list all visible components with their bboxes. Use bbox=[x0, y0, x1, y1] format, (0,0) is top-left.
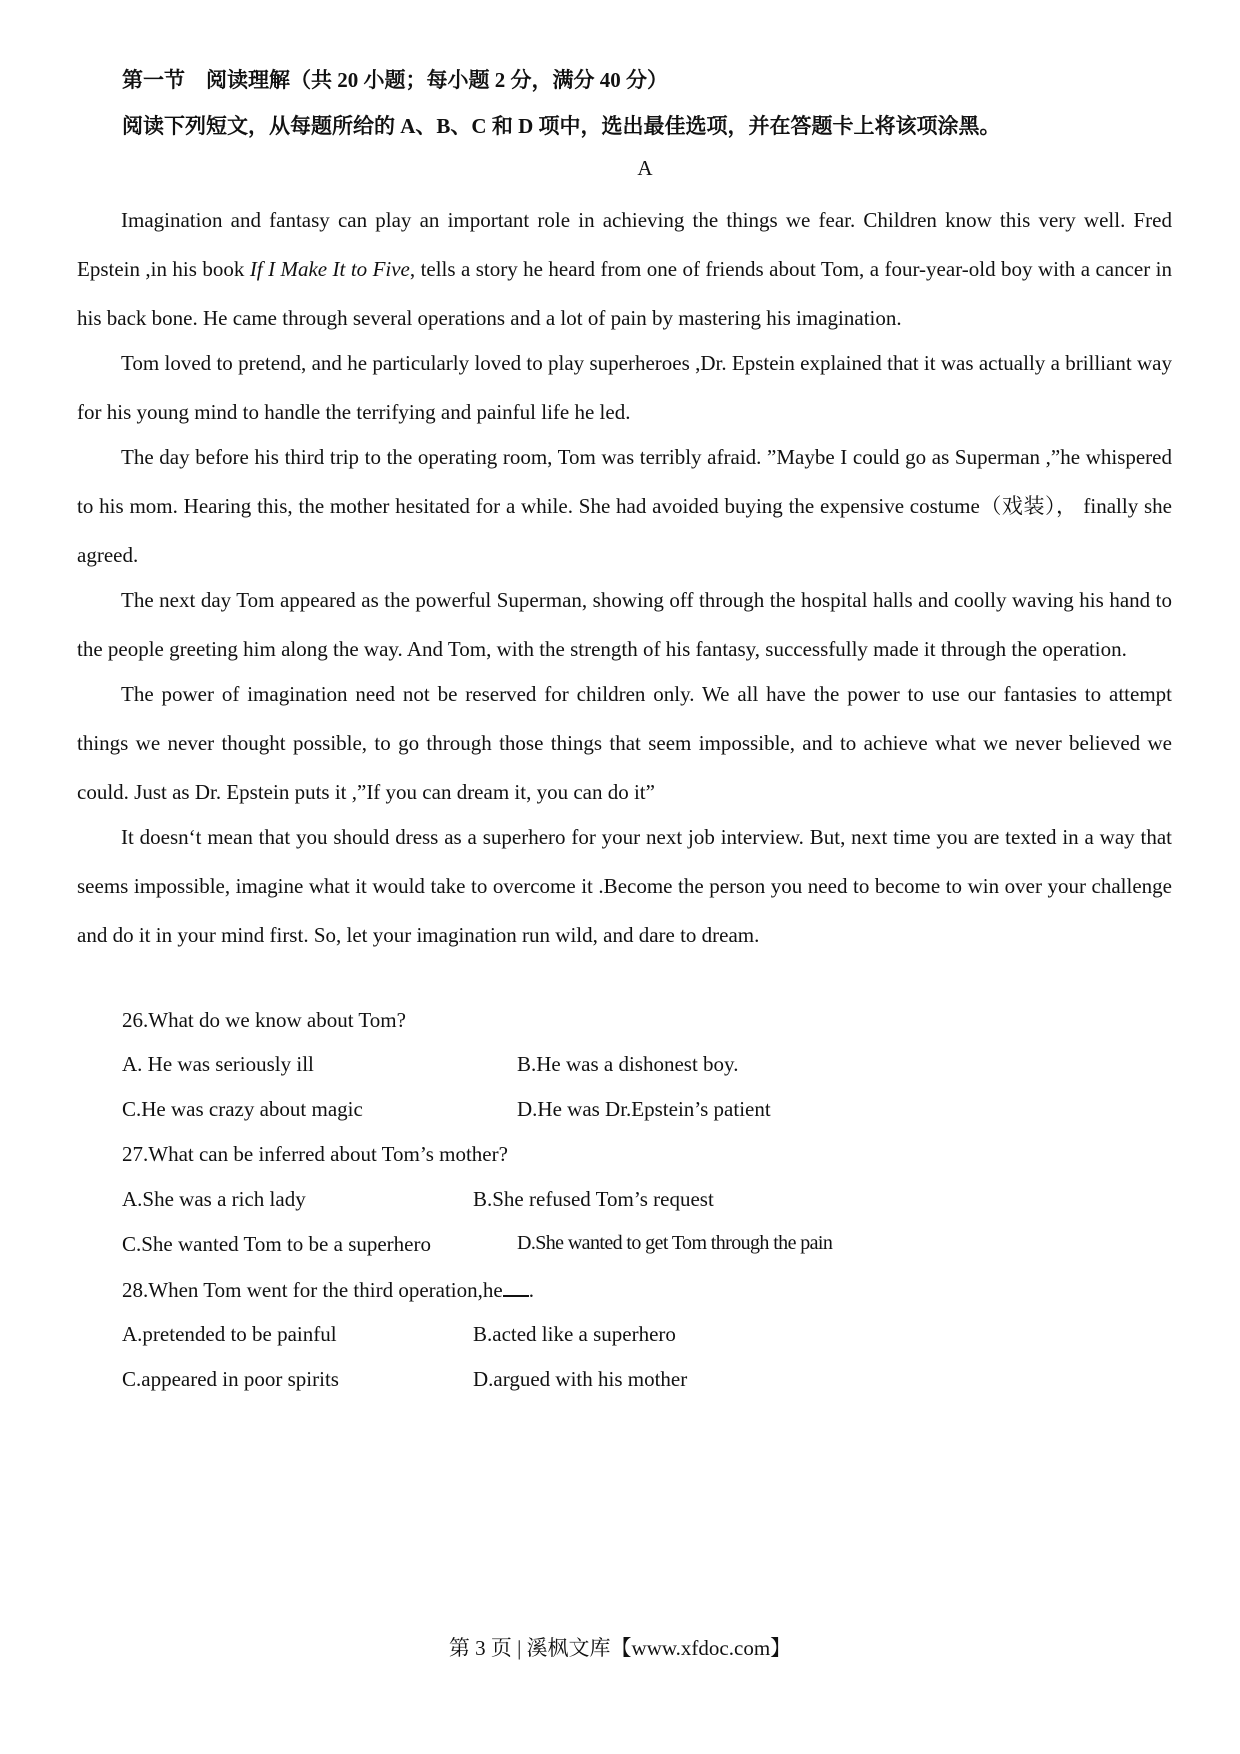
question-27-option-b: B.She refused Tom’s request bbox=[473, 1187, 714, 1211]
question-26-option-b: B.He was a dishonest boy. bbox=[517, 1052, 739, 1076]
section-instruction: 阅读下列短文，从每题所给的 A、B、C 和 D 项中，选出最佳选项，并在答题卡上将该项涂黑。 bbox=[122, 114, 1001, 138]
question-27-option-d: D.She wanted to get Tom through the pain bbox=[517, 1232, 833, 1254]
paragraph-6: It doesn‘t mean that you should dress as a superhero for your next job interview. But, next time you are texted in a way that seems impossible, imagine what it would take to overcome it .Become the person you need to become to win over your challenge and do it in your mind first. So, let your imagination run wild, and dare to dream. bbox=[77, 825, 1172, 947]
book-title: If I Make It to Five bbox=[249, 257, 410, 281]
question-28-stem bbox=[122, 1277, 534, 1303]
question-26-option-d: D.He was Dr.Epstein’s patient bbox=[517, 1097, 771, 1121]
question-27-option-c: C.She wanted Tom to be a superhero bbox=[122, 1232, 431, 1256]
section-title: 第一节 阅读理解（共 20 小题；每小题 2 分，满分 40 分） bbox=[122, 68, 668, 92]
page-footer: 第 3 页 | 溪枫文库【www.xfdoc.com】 bbox=[448, 1636, 792, 1660]
paragraph-1-text-start: Imagination and fantasy can play an important role in achieving the things we fear. Children know this very well. Fred Epstein ,in his book bbox=[77, 208, 1172, 281]
paragraph-1 bbox=[77, 196, 1172, 343]
question-28-stem-text: 28.When Tom went for the third operation,he bbox=[122, 1278, 503, 1302]
paragraph-2: Tom loved to pretend, and he particularly loved to play superheroes ,Dr. Epstein explained that it was actually a brilliant way for his young mind to handle the terrifying and painful life he led. bbox=[77, 351, 1172, 424]
question-26-stem: 26.What do we know about Tom? bbox=[122, 1008, 406, 1032]
question-28-option-d: D.argued with his mother bbox=[473, 1367, 688, 1391]
paragraph-4: The next day Tom appeared as the powerful Superman, showing off through the hospital halls and coolly waving his hand to the people greeting him along the way. And Tom, with the strength of his fantasy, successfully made it through the operation. bbox=[77, 588, 1172, 661]
paragraph-1-text-end: , tells a story he heard from one of friends about Tom, a four-year-old boy with a cancer in his back bone. He came through several operations and a lot of pain by mastering his imagination. bbox=[77, 257, 1173, 330]
passage-body bbox=[77, 196, 1172, 956]
question-28-option-b: B.acted like a superhero bbox=[473, 1322, 676, 1346]
question-26-option-c: C.He was crazy about magic bbox=[122, 1097, 363, 1121]
question-27-stem: 27.What can be inferred about Tom’s mother? bbox=[122, 1142, 508, 1166]
question-27-option-a: A.She was a rich lady bbox=[122, 1187, 306, 1211]
answer-blank bbox=[503, 1277, 529, 1297]
question-26-option-a: A. He was seriously ill bbox=[122, 1052, 314, 1076]
paragraph-5: The power of imagination need not be reserved for children only. We all have the power to use our fantasies to attempt things we never thought possible, to go through those things that seem impossible, and to achieve what we never believed we could. Just as Dr. Epstein puts it ,”If you can dream it, you can do it” bbox=[77, 682, 1172, 804]
passage-letter: A bbox=[637, 156, 653, 180]
question-28-option-a: A.pretended to be painful bbox=[122, 1322, 337, 1346]
question-28-stem-end: . bbox=[528, 1278, 534, 1302]
question-28-option-c: C.appeared in poor spirits bbox=[122, 1367, 339, 1391]
paragraph-3: The day before his third trip to the operating room, Tom was terribly afraid. ”Maybe I could go as Superman ,”he whispered to his mom. Hearing this, the mother hesitated for a while. She had avoided buying the expensive costume（戏装）， finally she agreed. bbox=[77, 445, 1172, 567]
